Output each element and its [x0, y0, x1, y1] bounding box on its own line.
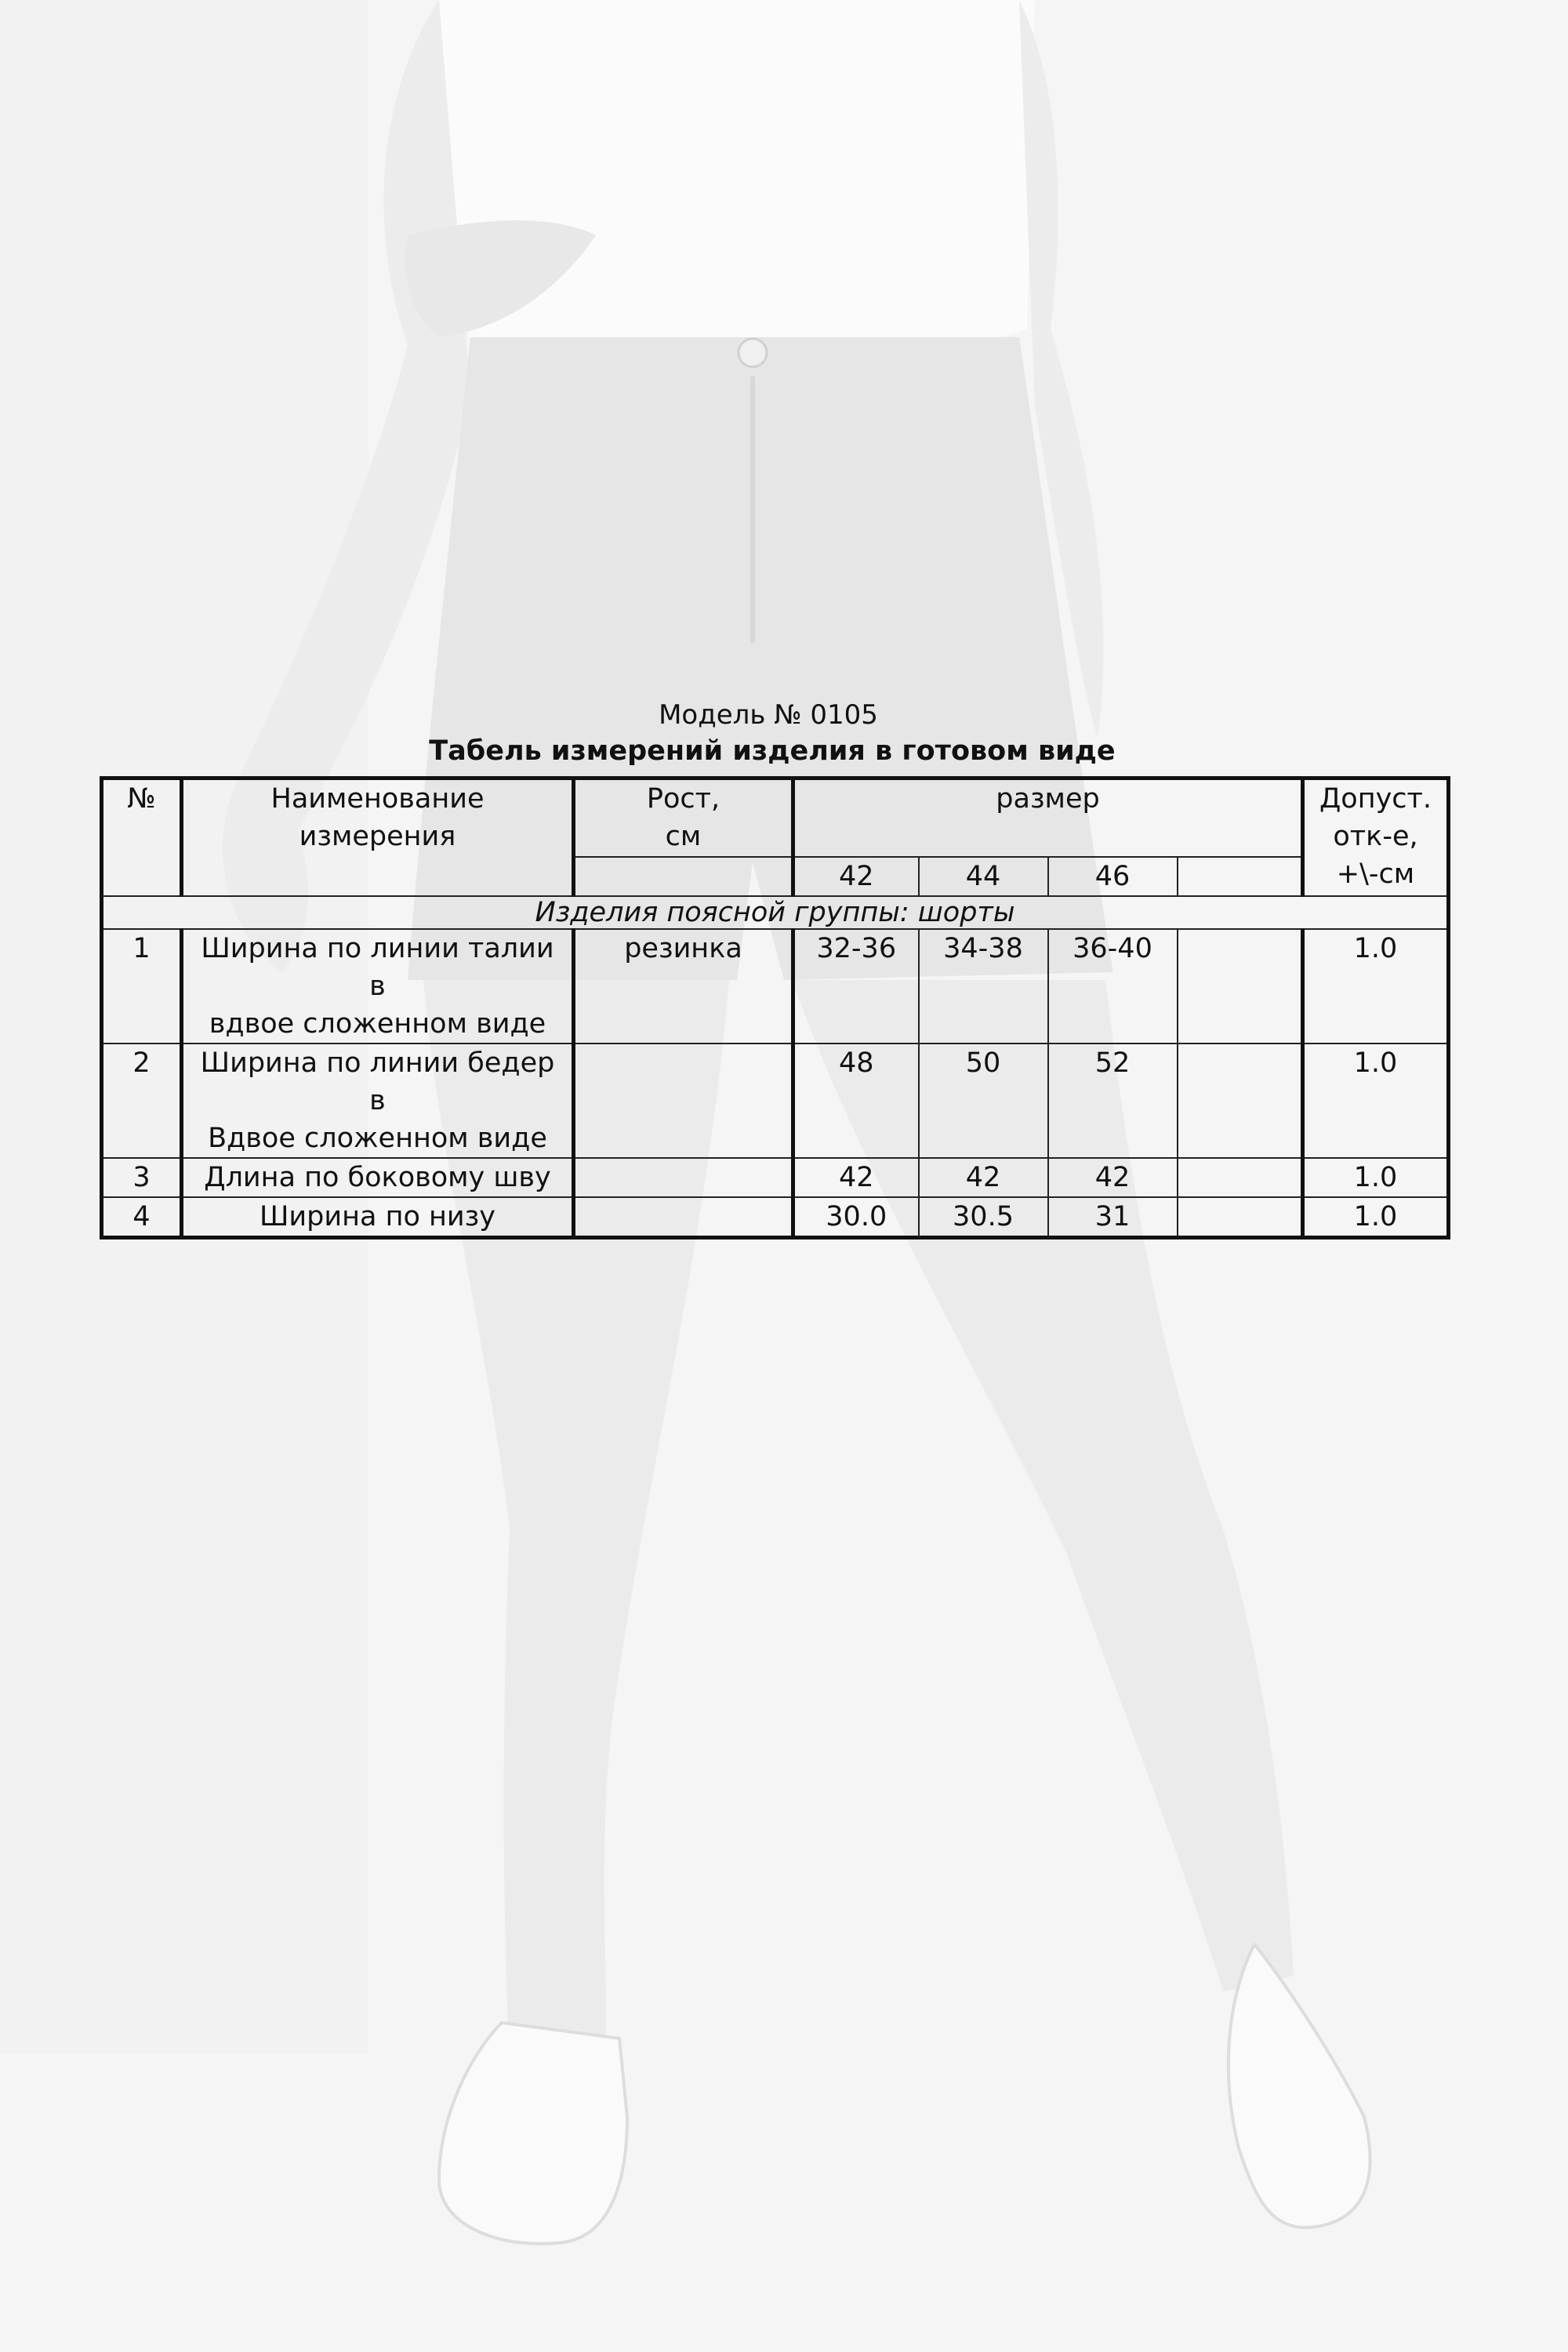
row-measurement-name: Ширина по низу: [182, 1197, 574, 1238]
row-value-44: 42: [919, 1158, 1048, 1197]
row-value-extra: [1178, 929, 1303, 1044]
header-measurement-name: Наименование измерения: [182, 779, 574, 896]
row-value-46: 52: [1048, 1044, 1178, 1158]
table-row: [102, 1158, 1449, 1197]
model-title: Модель № 0105: [659, 699, 878, 731]
row-height: [574, 1044, 793, 1158]
size-46: 46: [1048, 857, 1178, 896]
table-title: Табель измерений изделия в готовом виде: [429, 735, 1116, 767]
header-tolerance: Допуст. отк-е, +\-см: [1303, 779, 1449, 896]
height-subheader: [574, 857, 793, 896]
row-value-46: 36-40: [1048, 929, 1178, 1044]
row-value-42: 48: [793, 1044, 919, 1158]
row-value-extra: [1178, 1044, 1303, 1158]
group-label: Изделия поясной группы: шорты: [102, 896, 1449, 929]
row-number: 3: [102, 1158, 182, 1197]
header-number: №: [102, 779, 182, 896]
row-height: резинка: [574, 929, 793, 1044]
header-size: размер: [793, 779, 1303, 857]
size-44: 44: [919, 857, 1048, 896]
row-height: [574, 1158, 793, 1197]
row-value-42: 32-36: [793, 929, 919, 1044]
row-value-extra: [1178, 1158, 1303, 1197]
table-row: [102, 1197, 1449, 1238]
row-tolerance: 1.0: [1303, 929, 1449, 1044]
header-height: Рост, см: [574, 779, 793, 857]
size-extra: [1178, 857, 1303, 896]
row-number: 1: [102, 929, 182, 1044]
measurement-table: [100, 776, 1450, 1240]
row-value-44: 50: [919, 1044, 1048, 1158]
button-icon: [739, 339, 767, 367]
row-measurement-name: Длина по боковому шву: [182, 1158, 574, 1197]
row-value-44: 30.5: [919, 1197, 1048, 1238]
row-tolerance: 1.0: [1303, 1197, 1449, 1238]
row-value-46: 31: [1048, 1197, 1178, 1238]
row-value-46: 42: [1048, 1158, 1178, 1197]
row-value-42: 42: [793, 1158, 919, 1197]
row-height: [574, 1197, 793, 1238]
row-tolerance: 1.0: [1303, 1044, 1449, 1158]
row-tolerance: 1.0: [1303, 1158, 1449, 1197]
row-measurement-name: Ширина по линии бедер в Вдвое сложенном виде: [182, 1044, 574, 1158]
row-value-extra: [1178, 1197, 1303, 1238]
row-value-44: 34-38: [919, 929, 1048, 1044]
table-row: [102, 1044, 1449, 1158]
size-42: 42: [793, 857, 919, 896]
row-measurement-name: Ширина по линии талии в вдвое сложенном виде: [182, 929, 574, 1044]
row-value-42: 30.0: [793, 1197, 919, 1238]
table-row: [102, 929, 1449, 1044]
row-number: 4: [102, 1197, 182, 1238]
row-number: 2: [102, 1044, 182, 1158]
